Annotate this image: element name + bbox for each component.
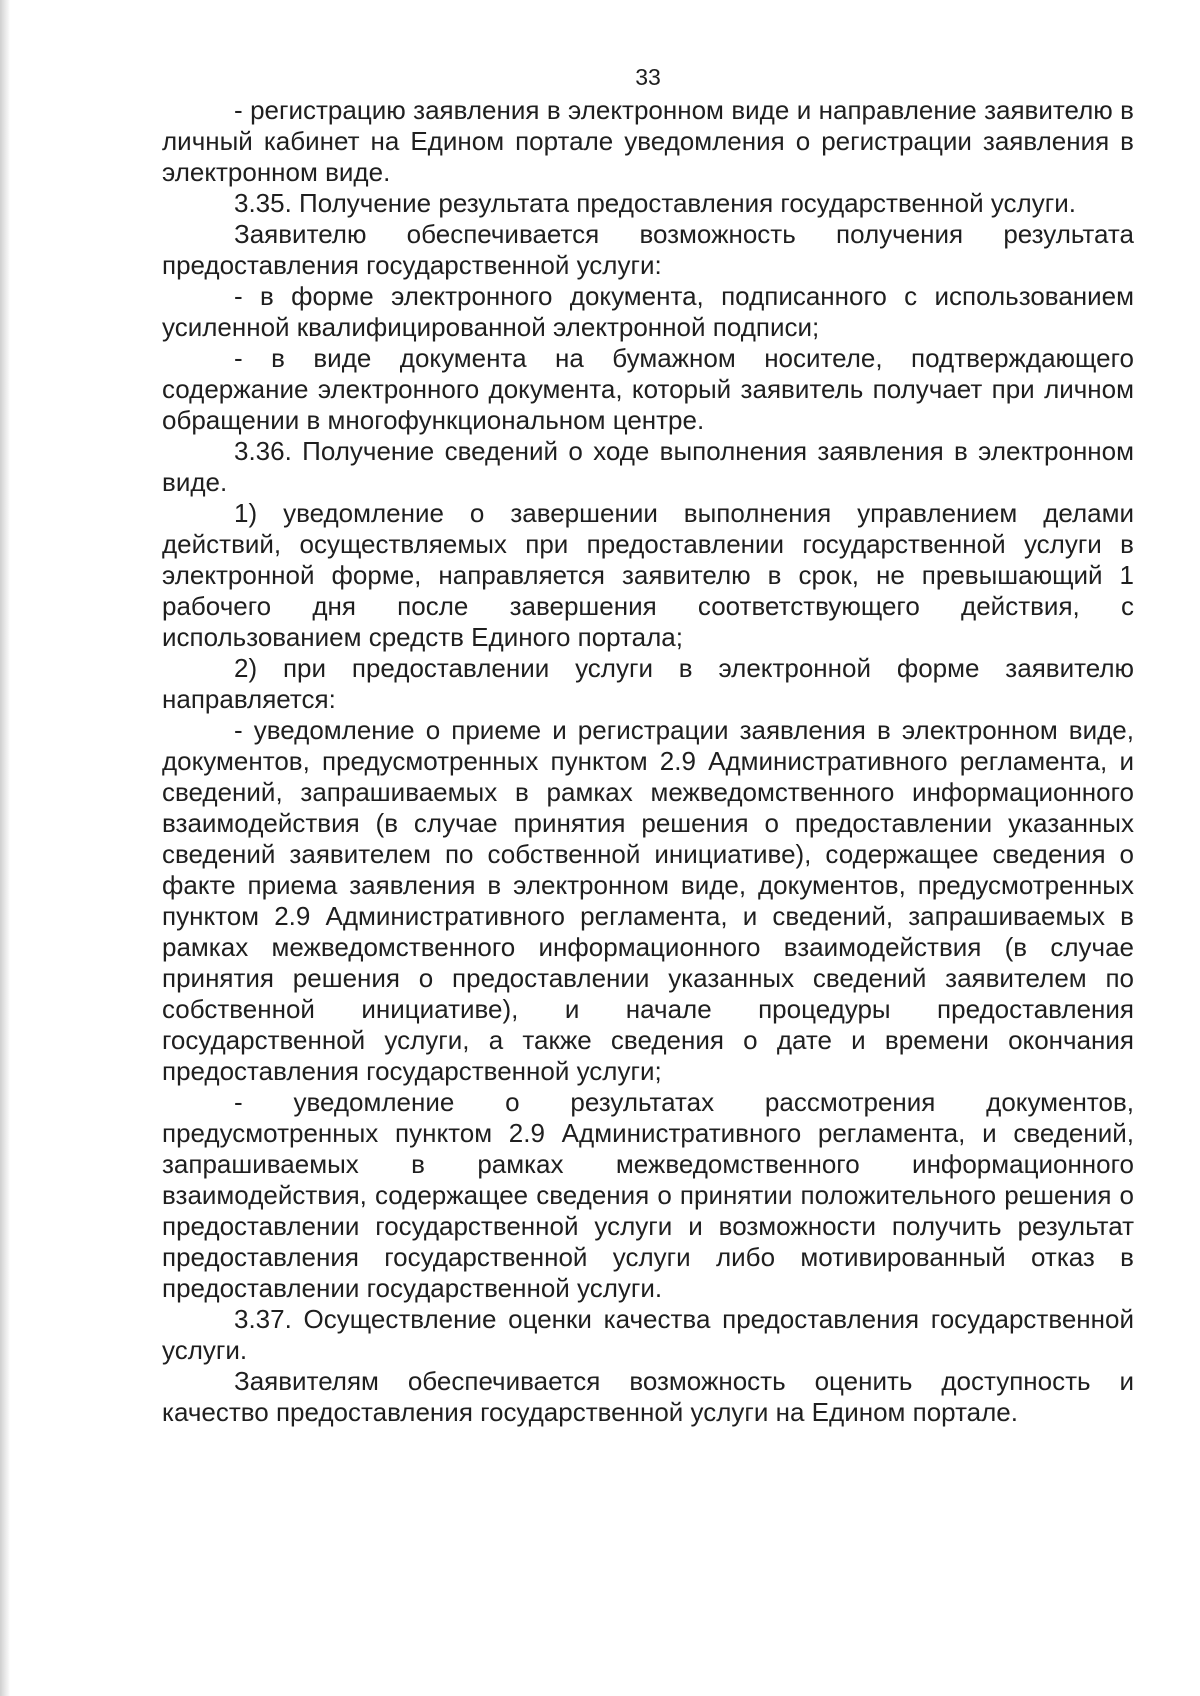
paragraph-results-notice: - уведомление о результатах рассмотрения документов, предусмотренных пунктом 2.9 Административного регламента, и сведений, запрашиваемых в рамках межведомственного информационного взаимодействия, содержащее сведения о принятии положительного решения о предоставлении государственной услуги и возможности получить результат предоставления государственной услуги либо мотивированный отказ в предоставлении государственной услуги. (162, 1087, 1134, 1303)
paragraph-electronic-document: - в форме электронного документа, подписанного с использованием усиленной квалифицированной электронной подписи; (162, 281, 1134, 342)
paragraph-section-3-35: 3.35. Получение результата предоставления государственной услуги. (234, 188, 1076, 218)
document-page (162, 62, 1134, 1428)
paragraph-receipt-notice: - уведомление о приеме и регистрации заявления в электронном виде, документов, предусмотренных пунктом 2.9 Административного регламента, и сведений, запрашиваемых в рамках межведомственного информационного взаимодействия (в случае принятия решения о предоставлении указанных сведений заявителем по собственной инициативе), содержащее сведения о факте приема заявления в электронном виде, документов, предусмотренных пунктом 2.9 Административного регламента, и сведений, запрашиваемых в рамках межведомственного информационного взаимодействия (в случае принятия решения о предоставлении указанных сведений заявителем по собственной инициативе), и начале процедуры предоставления государственной услуги, а также сведения о дате и времени окончания предоставления государственной услуги; (162, 715, 1134, 1086)
paragraph-item-2: 2) при предоставлении услуги в электронной форме заявителю направляется: (162, 653, 1134, 714)
page-number: 33 (635, 64, 661, 90)
paragraph-quality-assessment: Заявителям обеспечивается возможность оценить доступность и качество предоставления государственной услуги на Едином портале. (162, 1366, 1134, 1427)
paragraph-paper-document: - в виде документа на бумажном носителе, подтверждающего содержание электронного документа, который заявитель получает при личном обращении в многофункциональном центре. (162, 343, 1134, 435)
paragraph-item-1: 1) уведомление о завершении выполнения управлением делами действий, осуществляемых при предоставлении государственной услуги в электронной форме, направляется заявителю в срок, не превышающий 1 рабочего дня после завершения соответствующего действия, с использованием средств Единого портала; (162, 498, 1134, 652)
paragraph-result-options: Заявителю обеспечивается возможность получения результата предоставления государственной услуги: (162, 219, 1134, 280)
paragraph-registration-notice: - регистрацию заявления в электронном виде и направление заявителю в личный кабинет на Едином портале уведомления о регистрации заявления в электронном виде. (162, 95, 1134, 187)
scan-edge (0, 0, 10, 1696)
paragraph-section-3-36: 3.36. Получение сведений о ходе выполнения заявления в электронном виде. (162, 436, 1134, 497)
document-body (162, 95, 1134, 1428)
paragraph-section-3-37: 3.37. Осуществление оценки качества предоставления государственной услуги. (162, 1304, 1134, 1365)
